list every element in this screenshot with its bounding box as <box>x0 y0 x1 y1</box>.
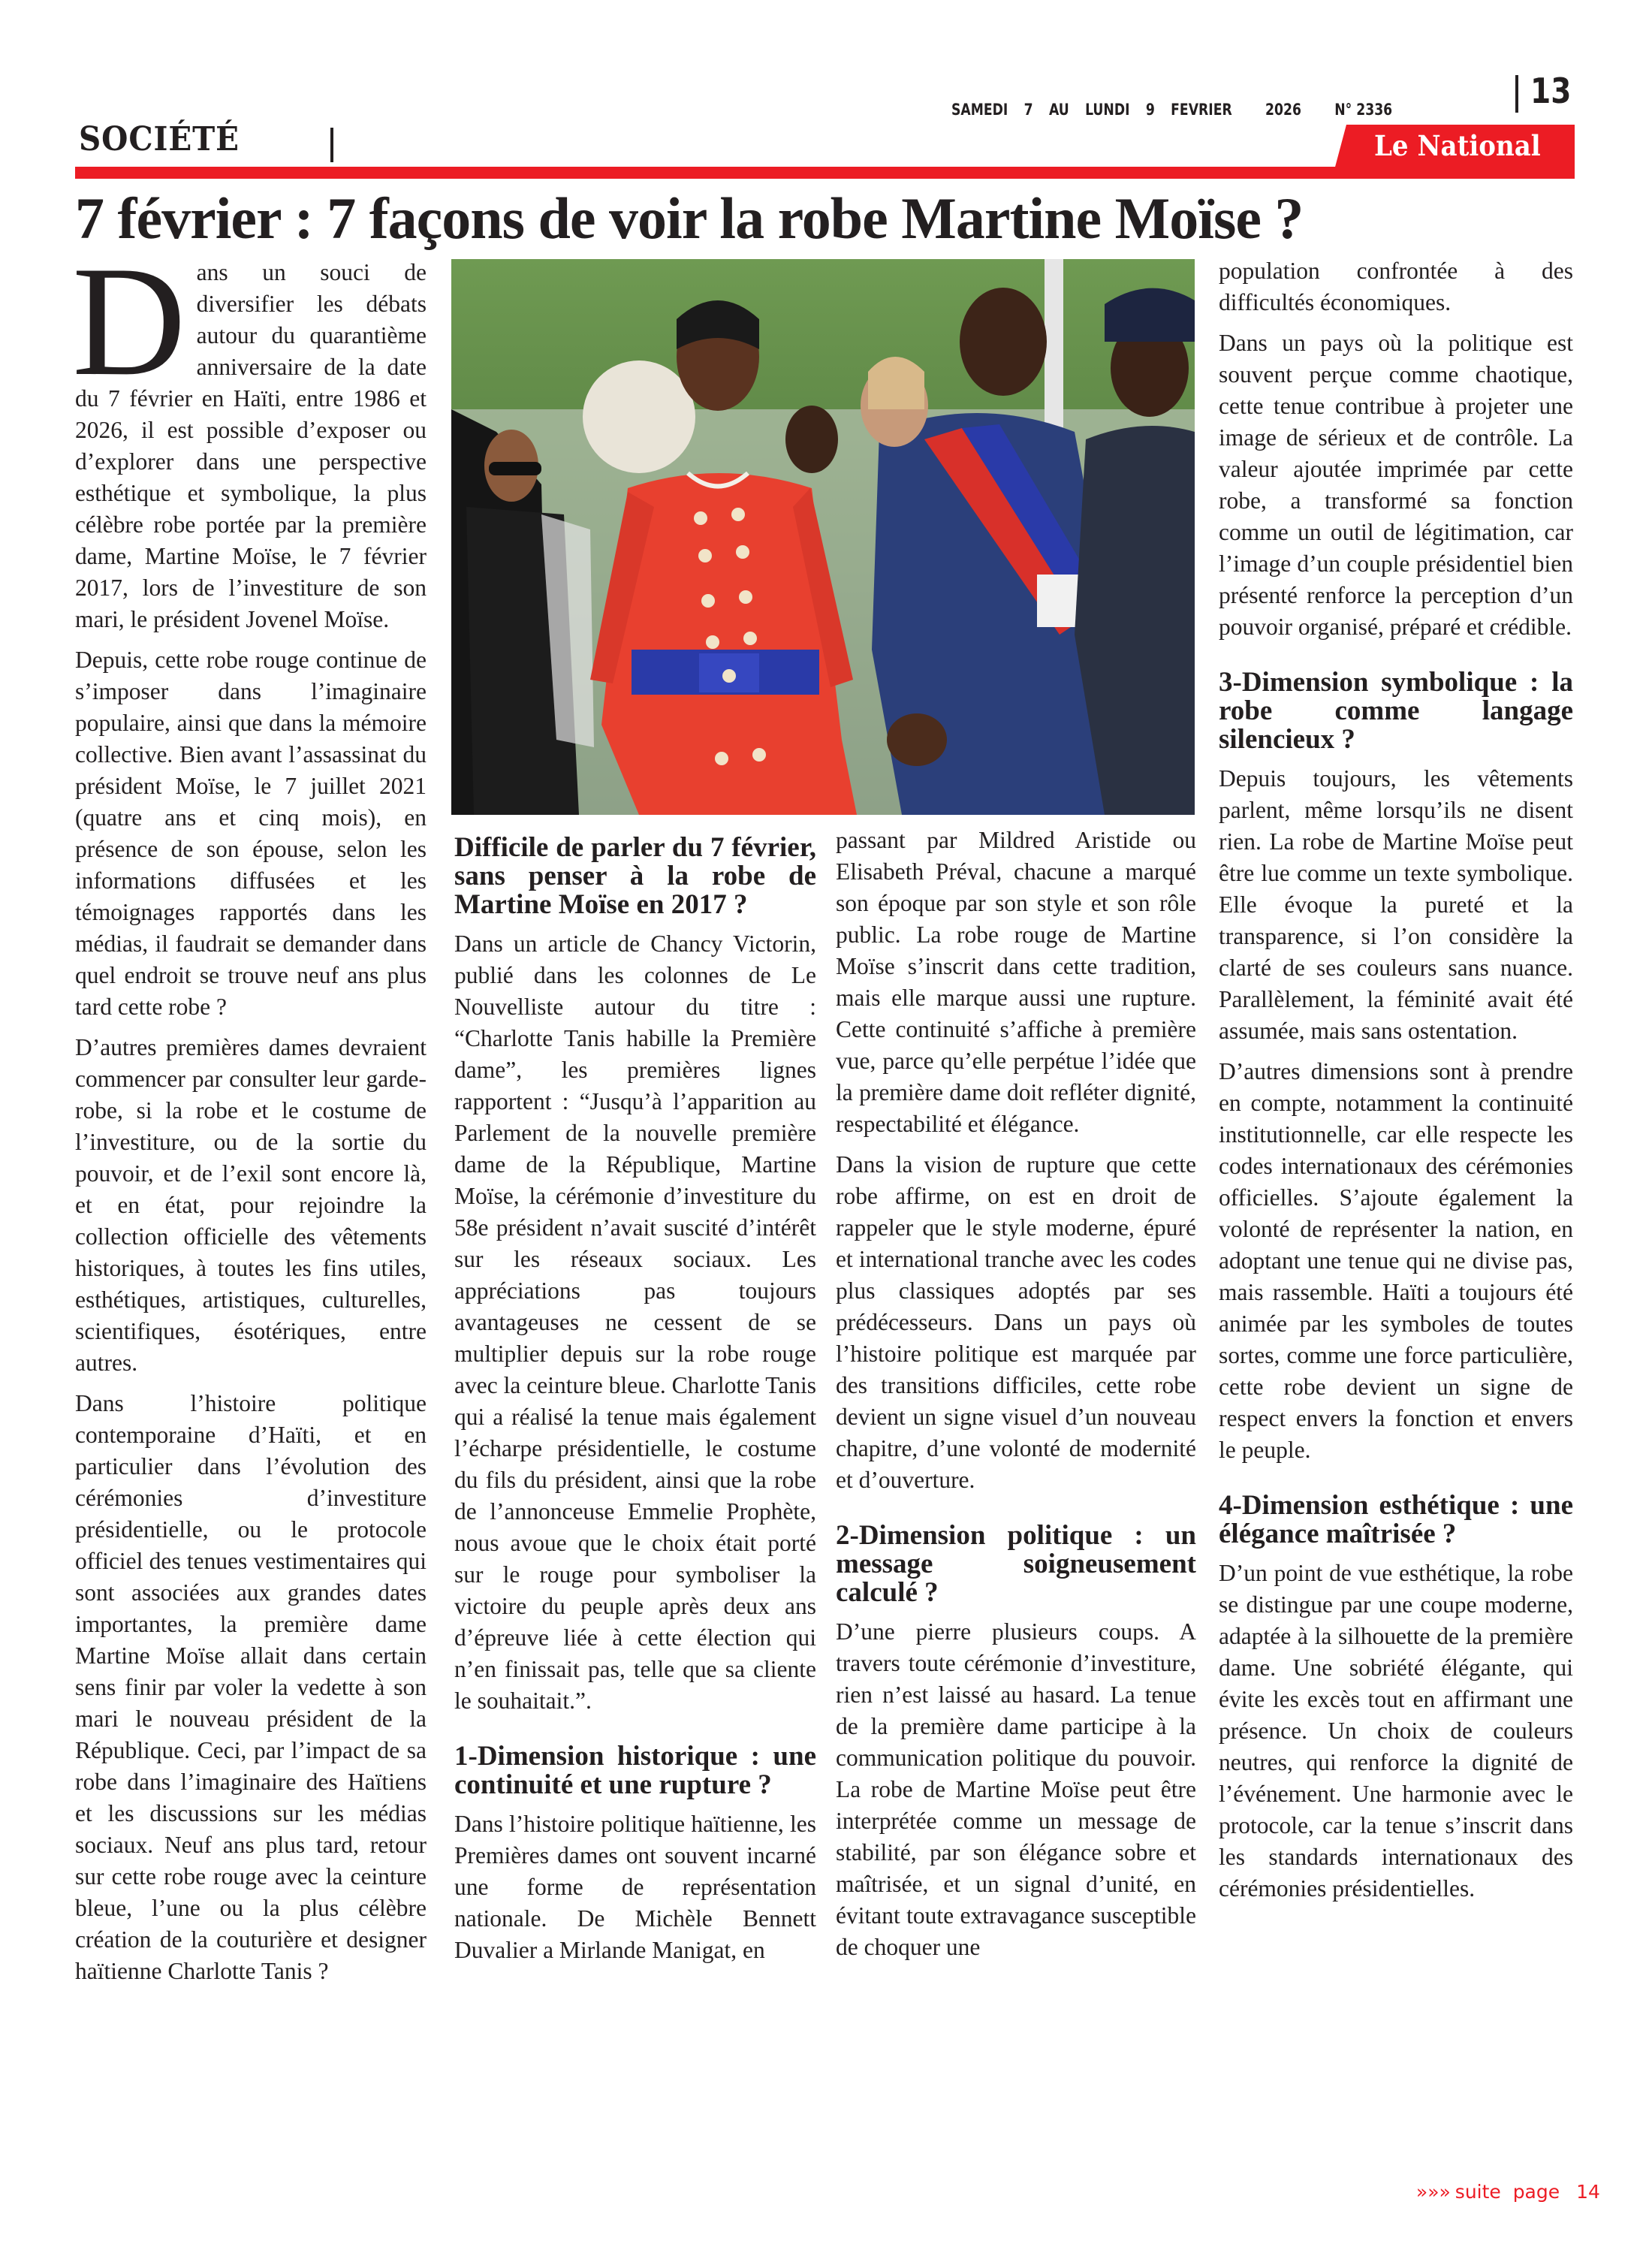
subheading: Difficile de parler du 7 février, sans penser à la robe de Martine Moïse en 2017 ? <box>454 832 816 920</box>
page-number: 13 <box>1530 71 1572 111</box>
paragraph: D’un point de vue esthétique, la robe se distingue par une coupe moderne, adaptée à la silhouette de la première dame. Une sobriété élégante, qui évite les excès tout en affirmant une présence. Un choix de couleurs neutres, qui renforce la dignité de l’événement. Une harmonie avec le protocole, car la tenue s’inscrit dans les standards internationaux des cérémonies présidentielles. <box>1219 1560 1573 1902</box>
section-label: SOCIÉTÉ <box>79 120 240 158</box>
paragraph: Dans l’histoire politique contemporaine d’Haïti, et en particulier dans l’évolution des cérémonies d’investiture présidentielle, ou le protocole officiel des tenues vestimentaires qui sont associées aux grandes dates importantes, la première dame Martine Moïse allait dans certain sens finir par voler la vedette à son mari le nouveau président de la République. Ceci, par l’impact de sa robe dans l’imaginaire des Haïtiens et les discussions sur les médias sociaux. Neuf ans plus tard, retour sur cette robe rouge avec la ceinture bleue, l’une ou la plus célèbre création de la couturière et designer haïtienne Charlotte Tanis ? <box>75 1390 427 1984</box>
paragraph: Depuis toujours, les vêtements parlent, même lorsqu’ils ne disent rien. La robe de Martine Moïse peut être lue comme un texte symbolique. Elle évoque la pureté et la transparence, si l’on considère la clarté de ses couleurs sans nuance. Parallèlement, la féminité avait été assumée, mais sans ostentation. <box>1219 765 1573 1044</box>
paragraph: Dans un pays où la politique est souvent perçue comme chaotique, cette tenue contribue à projeter une image de sérieux et de contrôle. La valeur ajoutée imprimée par cette robe, a transformé sa fonction comme un outil de légitimation, car l’image d’un couple présidentiel bien présenté renforce la perception d’un pouvoir organisé, préparé et crédible. <box>1219 330 1573 640</box>
header-red-bar <box>75 167 1575 179</box>
drop-cap: D <box>72 234 186 409</box>
sash-coat-of-arms <box>1037 575 1078 627</box>
paragraph: passant par Mildred Aristide ou Elisabeth Préval, chacune a marqué son époque par son style et son rôle public. La robe rouge de Martine Moïse s’inscrit dans cette tradition, mais elle marque aussi une rupture. Cette continuité s’affiche à première vue, parce qu’elle perpétue l’idée que la première dame doit refléter dignité, respectabilité et élégance. <box>836 827 1196 1137</box>
holding-hands <box>887 713 947 766</box>
continue-arrows-icon: »»» <box>1415 2181 1451 2203</box>
photo-illustration <box>451 259 1195 815</box>
section-divider <box>330 128 333 162</box>
president-head <box>960 288 1047 396</box>
paragraph: population confrontée à des difficultés économiques. <box>1219 258 1573 315</box>
guest2-head <box>785 406 838 473</box>
continue-page-number: 14 <box>1576 2181 1600 2203</box>
dateline-day: SAMEDI <box>951 101 1008 119</box>
column-2 <box>454 834 816 1975</box>
newspaper-logo: Le National <box>1374 129 1541 162</box>
column-3 <box>836 825 1196 1972</box>
paragraph: Depuis, cette robe rouge continue de s’imposer dans l’imaginaire populaire, ainsi que dans la mémoire collective. Bien avant l’assassinat du président Moïse, le 7 juillet 2021 (quatre ans et cinq mois), en présence de son épouse, selon les informations diffusées et les témoignages rapportés dans les médias, il faudrait se demander dans quel endroit se trouve neuf ans plus tard cette robe ? <box>75 647 427 1020</box>
paragraph: D’autres premières dames devraient commencer par consulter leur garde-robe, si la robe et le costume de l’investiture, ou de la sortie du pouvoir, et de l’exil sont encore là, et en état, pour rejoindre la collection officielle des vêtements historiques, à toutes les fins utiles, esthétiques, artistiques, culturelles, scientifiques, ésotériques, entre autres. <box>75 1034 427 1376</box>
dateline-to: 9 <box>1145 101 1155 119</box>
page-number-divider <box>1515 75 1518 113</box>
background-sign <box>583 360 695 473</box>
dateline-month: FEVRIER <box>1171 101 1232 119</box>
dateline-year: 2026 <box>1265 101 1301 119</box>
column-4 <box>1219 255 1573 1914</box>
continue-label: suite page <box>1455 2181 1560 2203</box>
dateline-from: 7 <box>1023 101 1033 119</box>
lead-text: ans un souci de diversifier les débats autour du quarantième anniversaire de la date du 7 février en Haïti, entre 1986 et 2026, il est possible d’exposer ou d’explorer dans une perspective esthétique et symbolique, la plus célèbre robe portée par la première dame, Martine Moïse, le 7 février 2017, lors de l’investiture de son mari, le président Jovenel Moïse. <box>75 259 427 632</box>
article-photo <box>451 259 1195 815</box>
issue-number: N° 2336 <box>1334 101 1393 119</box>
dateline-au: AU <box>1048 101 1069 119</box>
lead-paragraph <box>72 234 427 635</box>
column-1 <box>72 234 427 1996</box>
subheading-politique: 2-Dimension politique : un message soigneusement calculé ? <box>836 1520 1196 1608</box>
subheading-historique: 1-Dimension historique : une continuité et une rupture ? <box>454 1741 816 1800</box>
paragraph: D’autres dimensions sont à prendre en compte, notamment la continuité institutionnelle, car elle respecte les codes internationaux des cérémonies officielles. S’ajoute également la volonté de représenter la nation, en adoptant une tenue qui ne divise pas, mais rassemble. Haïti a toujours été animée par les symboles de toutes sortes, comme une force particulière, cette robe devient un signe de respect envers la fonction et envers le peuple. <box>1219 1058 1573 1463</box>
dateline <box>942 83 1408 119</box>
article-headline: 7 février : 7 façons de voir la robe Martine Moïse ? <box>75 185 1304 251</box>
sunglasses <box>489 462 541 475</box>
paragraph: D’une pierre plusieurs coups. A travers toute cérémonie d’investiture, rien n’est laissé au hasard. La tenue de la première dame participe à la communication politique du pouvoir. La robe de Martine Moïse peut être interprétée comme un message de stabilité, par son élégance sobre et maîtrisée, et un signal d’unité, en évitant toute extravagance susceptible de choquer une <box>836 1618 1196 1960</box>
background-pole <box>1045 259 1063 447</box>
paragraph: Dans la vision de rupture que cette robe affirme, on est en droit de rappeler que le style moderne, épuré et international tranche avec les codes plus classiques adoptés par ses prédécesseurs. Dans un pays où l’histoire politique est marquée par des transitions difficiles, cette robe devient un signe visuel d’un nouveau chapitre, d’une volonté de modernité et d’ouverture. <box>836 1151 1196 1493</box>
subheading-symbolique: 3-Dimension symbolique : la robe comme langage silencieux ? <box>1219 667 1573 755</box>
guest-hair <box>868 357 924 409</box>
dateline-day2: LUNDI <box>1085 101 1130 119</box>
paragraph: Dans un article de Chancy Victorin, publié dans les colonnes de Le Nouvelliste autour du titre : “Charlotte Tanis habille la Première dame”, les premières lignes rapportent : “Jusqu’à l’apparition au Parlement de la nouvelle première dame de la République, Martine Moïse, la cérémonie d’investiture du 58e président n’avait suscité d’intérêt sur les réseaux sociaux. Les appréciations pas toujours avantageuses ne cessent de se multiplier depuis sur la robe rouge avec la ceinture bleue. Charlotte Tanis qui a réalisé la tenue mais également l’écharpe présidentielle, le costume du fils du président, ainsi que la robe de l’annonceuse Emmelie Prophète, nous avoue que le choix était porté sur le rouge pour symboliser la victoire du peuple après deux ans d’épreuve liée à cette élection qui n’en finissait pas, telle que sa cliente le souhaitait.”. <box>454 930 816 1714</box>
paragraph: Dans l’histoire politique haïtienne, les Premières dames ont souvent incarné une forme de représentation nationale. De Michèle Bennett Duvalier a Mirlande Manigat, en <box>454 1811 816 1963</box>
subheading-esthetique: 4-Dimension esthétique : une élégance maîtrisée ? <box>1219 1490 1573 1549</box>
continued-on-page-link[interactable] <box>1404 2159 1611 2203</box>
